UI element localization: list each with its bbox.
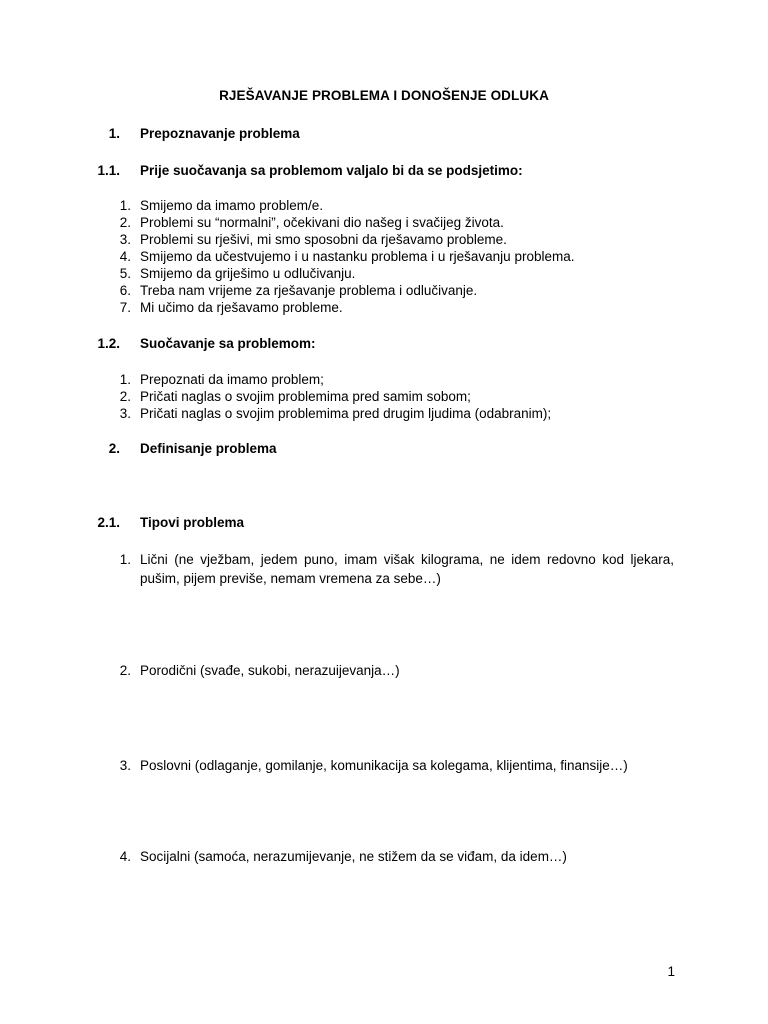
section-title: Suočavanje sa problemom: (140, 336, 316, 351)
list-item (0, 388, 768, 405)
list-item-text: Smijemo da griješimo u odlučivanju. (140, 266, 356, 281)
list-item-text: Porodični (svađe, sukobi, nerazuijevanja…) (140, 663, 400, 678)
list-item-number: 4. (119, 249, 131, 264)
section-title: Tipovi problema (140, 515, 245, 530)
section-number: 1.1. (97, 163, 120, 178)
list-item-number: 6. (119, 283, 131, 298)
list-item-text: Pričati naglas o svojim problemima pred samim sobom; (140, 389, 471, 404)
list-item (0, 197, 768, 214)
section-number: 1.2. (97, 336, 120, 351)
list-item-text: Poslovni (odlaganje, gomilanje, komunikacija sa kolegama, klijentima, finansije…) (140, 758, 628, 773)
list-item (0, 214, 768, 231)
list-item-number: 3. (119, 406, 131, 421)
list-item-text: Prepoznati da imamo problem; (140, 372, 324, 387)
list-item-text: Socijalni (samoća, nerazumijevanje, ne stižem da se viđam, da idem…) (140, 849, 567, 864)
list-item-text: Problemi su rješivi, mi smo sposobni da rješavamo probleme. (140, 232, 507, 247)
list-facing-problem (0, 371, 768, 422)
list-item (0, 231, 768, 248)
section-title: Prepoznavanje problema (140, 126, 300, 141)
list-item-number: 1. (119, 552, 131, 567)
list-item-text: Pričati naglas o svojim problemima pred drugim ljudima (odabranim); (140, 406, 552, 421)
list-item-number: 3. (119, 232, 131, 247)
section-title: Prije suočavanja sa problemom valjalo bi da se podsjetimo: (140, 163, 523, 178)
list-item-text: Lični (ne vježbam, jedem puno, imam višak kilograma, ne idem redovno kod ljekara, pušim, pijem previše, nemam vremena za sebe…) (140, 552, 674, 586)
list-item-number: 2. (119, 389, 131, 404)
list-item (0, 405, 768, 422)
document-title: RJEŠAVANJE PROBLEMA I DONOŠENJE ODLUKA (219, 88, 549, 103)
list-item (0, 371, 768, 388)
section-number: 1. (108, 126, 120, 141)
section-number: 2. (108, 441, 120, 456)
list-item (0, 248, 768, 265)
list-item-number: 4. (119, 849, 131, 864)
list-item-number: 1. (119, 198, 131, 213)
list-item-number: 7. (119, 300, 131, 315)
list-item (0, 299, 768, 316)
section-number: 2.1. (97, 515, 120, 530)
list-item-number: 2. (119, 215, 131, 230)
list-item-number: 5. (119, 266, 131, 281)
list-item-text: Smijemo da imamo problem/e. (140, 198, 324, 213)
list-item-number: 3. (119, 758, 131, 773)
list-item-text: Mi učimo da rješavamo probleme. (140, 300, 343, 315)
list-item (0, 265, 768, 282)
list-item-text: Smijemo da učestvujemo i u nastanku problema i u rješavanju problema. (140, 249, 575, 264)
list-item-number: 2. (119, 663, 131, 678)
list-item-text: Problemi su “normalni”, očekivani dio našeg i svačijeg života. (140, 215, 504, 230)
page-number: 1 (667, 964, 675, 979)
section-title: Definisanje problema (140, 441, 277, 456)
list-item-number: 1. (119, 372, 131, 387)
list-reminders (0, 197, 768, 316)
list-item-text: Treba nam vrijeme za rješavanje problema i odlučivanje. (140, 283, 478, 298)
list-item (0, 282, 768, 299)
